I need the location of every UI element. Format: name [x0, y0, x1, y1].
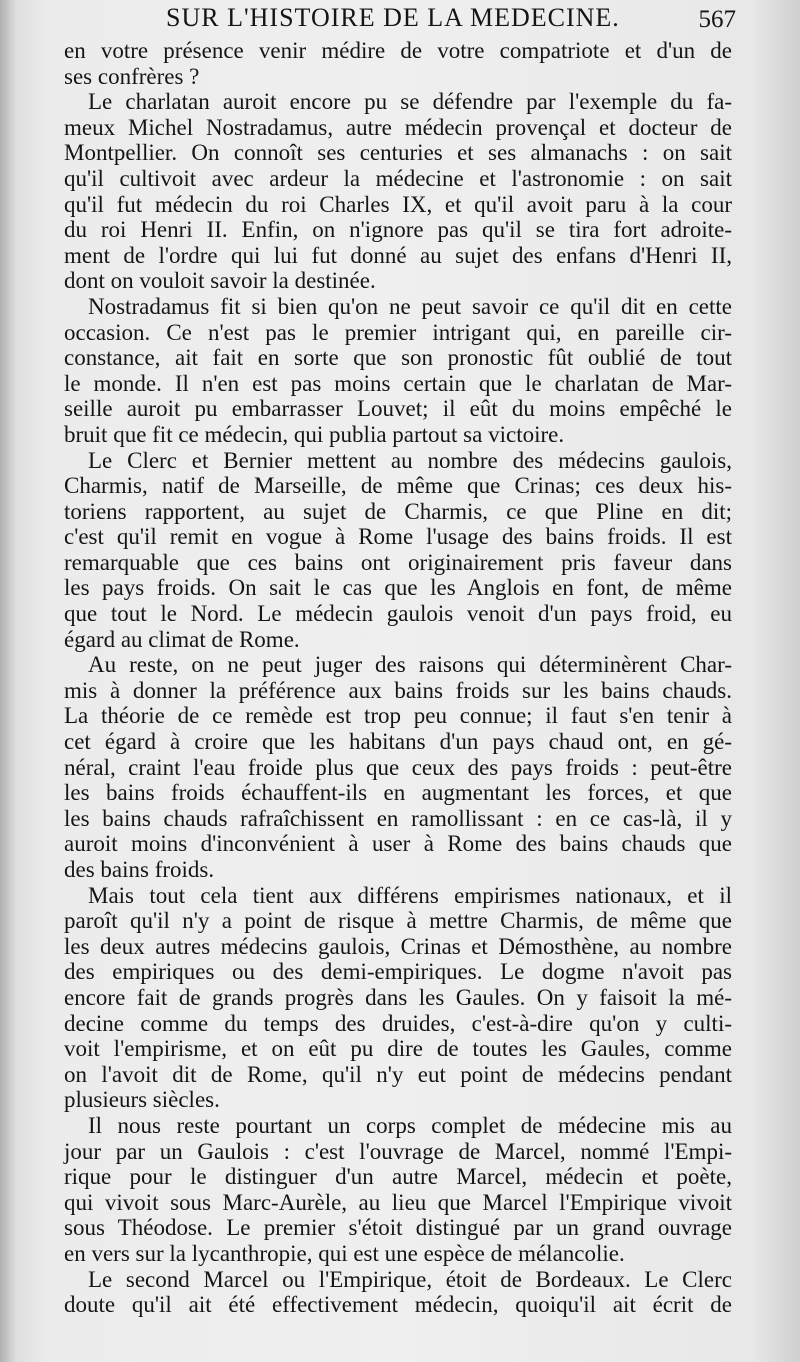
text-line: Mais tout cela tient aux différens empirismes nationaux, et il — [88, 882, 732, 908]
page-header — [62, 2, 736, 36]
text-line: toriens rapportent, au sujet de Charmis, ce que Pline en dit; — [64, 498, 732, 524]
page-number: 567 — [698, 6, 736, 33]
text-line: en vers sur la lycanthropie, qui est une espèce de mélancolie. — [64, 1240, 625, 1266]
text-line: Le Clerc et Bernier mettent au nombre des médecins gaulois, — [88, 447, 732, 473]
text-line: qu'il fut médecin du roi Charles IX, et qu'il avoit paru à la cour — [64, 191, 732, 217]
text-line: mis à donner la préférence aux bains froids sur les bains chauds. — [64, 677, 732, 703]
binding-shadow — [0, 0, 16, 1362]
text-line: seille auroit pu embarrasser Louvet; il eût du moins empêché le — [64, 396, 732, 422]
text-line: Nostradamus fit si bien qu'on ne peut savoir ce qu'il dit en cette — [88, 293, 732, 319]
text-line: Le second Marcel ou l'Empirique, étoit de Bordeaux. Le Clerc — [88, 1266, 732, 1292]
body-text — [64, 38, 732, 1318]
text-line: ment de l'ordre qui lui fut donné au sujet des enfans d'Henri II, — [64, 242, 732, 268]
text-line: jour par un Gaulois : c'est l'ouvrage de Marcel, nommé l'Empi- — [64, 1138, 732, 1164]
text-line: ses confrères ? — [64, 63, 200, 89]
text-line: qu'il cultivoit avec ardeur la médecine et l'astronomie : on sait — [64, 165, 732, 191]
text-line: les bains chauds rafraîchissent en ramollissant : en ce cas-là, il y — [64, 805, 732, 831]
text-line: dont on vouloit savoir la destinée. — [64, 268, 376, 294]
text-line: decine comme du temps des druides, c'est-à-dire qu'on y culti- — [64, 1010, 732, 1036]
text-line: du roi Henri II. Enfin, on n'ignore pas qu'il se tira fort adroite- — [64, 217, 732, 243]
text-line: Montpellier. On connoît ses centuries et ses almanachs : on sait — [64, 140, 732, 166]
running-head: SUR L'HISTOIRE DE LA MEDECINE. — [166, 3, 620, 32]
text-line: Le charlatan auroit encore pu se défendre par l'exemple du fa- — [88, 89, 732, 115]
text-line: sous Théodose. Le premier s'étoit distingué par un grand ouvrage — [64, 1215, 732, 1241]
text-line: c'est qu'il remit en vogue à Rome l'usage des bains froids. Il est — [64, 524, 732, 550]
text-line: paroît qu'il n'y a point de risque à mettre Charmis, de même que — [64, 908, 732, 934]
text-line: en votre présence venir médire de votre compatriote et d'un de — [64, 38, 732, 63]
text-line: Au reste, on ne peut juger des raisons qui déterminèrent Char- — [88, 652, 732, 678]
text-line: les pays froids. On sait le cas que les Anglois en font, de même — [64, 575, 732, 601]
text-line: encore fait de grands progrès dans les Gaules. On y faisoit la mé- — [64, 984, 732, 1010]
text-line: auroit moins d'inconvénient à user à Rome des bains chauds que — [64, 831, 732, 857]
text-line: des empiriques ou des demi-empiriques. Le dogme n'avoit pas — [64, 959, 732, 985]
text-line: néral, craint l'eau froide plus que ceux des pays froids : peut-être — [64, 754, 732, 780]
text-line: que tout le Nord. Le médecin gaulois venoit d'un pays froid, eu — [64, 601, 732, 627]
text-line: des bains froids. — [64, 857, 215, 882]
text-line: rique pour le distinguer d'un autre Marcel, médecin et poète, — [64, 1164, 732, 1190]
text-line: les deux autres médecins gaulois, Crinas et Démosthène, au nombre — [64, 933, 732, 959]
text-line: occasion. Ce n'est pas le premier intrigant qui, en pareille cir- — [64, 319, 732, 345]
text-line: on l'avoit dit de Rome, qu'il n'y eut point de médecins pendant — [64, 1061, 732, 1087]
text-line: remarquable que ces bains ont originairement pris faveur dans — [64, 549, 732, 575]
text-line: les bains froids échauffent-ils en augmentant les forces, et que — [64, 780, 732, 806]
text-line: plusieurs siècles. — [64, 1087, 220, 1113]
text-line: La théorie de ce remède est trop peu connue; il faut s'en tenir à — [64, 703, 732, 729]
text-line: bruit que fit ce médecin, qui publia partout sa victoire. — [64, 421, 565, 447]
text-line: qui vivoit sous Marc-Aurèle, au lieu que Marcel l'Empirique vivoit — [64, 1189, 732, 1215]
text-line: Charmis, natif de Marseille, de même que Crinas; ces deux his- — [64, 473, 732, 499]
text-line: le monde. Il n'en est pas moins certain que le charlatan de Mar- — [64, 370, 732, 396]
text-line: cet égard à croire que les habitans d'un pays chaud ont, en gé- — [64, 729, 732, 755]
text-line: doute qu'il ait été effectivement médecin, quoiqu'il ait écrit de — [64, 1292, 732, 1318]
text-line: Il nous reste pourtant un corps complet de médecine mis au — [88, 1112, 732, 1138]
text-line: égard au climat de Rome. — [64, 626, 300, 652]
text-line: meux Michel Nostradamus, autre médecin provençal et docteur de — [64, 114, 732, 140]
text-line: voit l'empirisme, et on eût pu dire de toutes les Gaules, comme — [64, 1036, 732, 1062]
text-line: constance, ait fait en sorte que son pronostic fût oublié de tout — [64, 345, 732, 371]
